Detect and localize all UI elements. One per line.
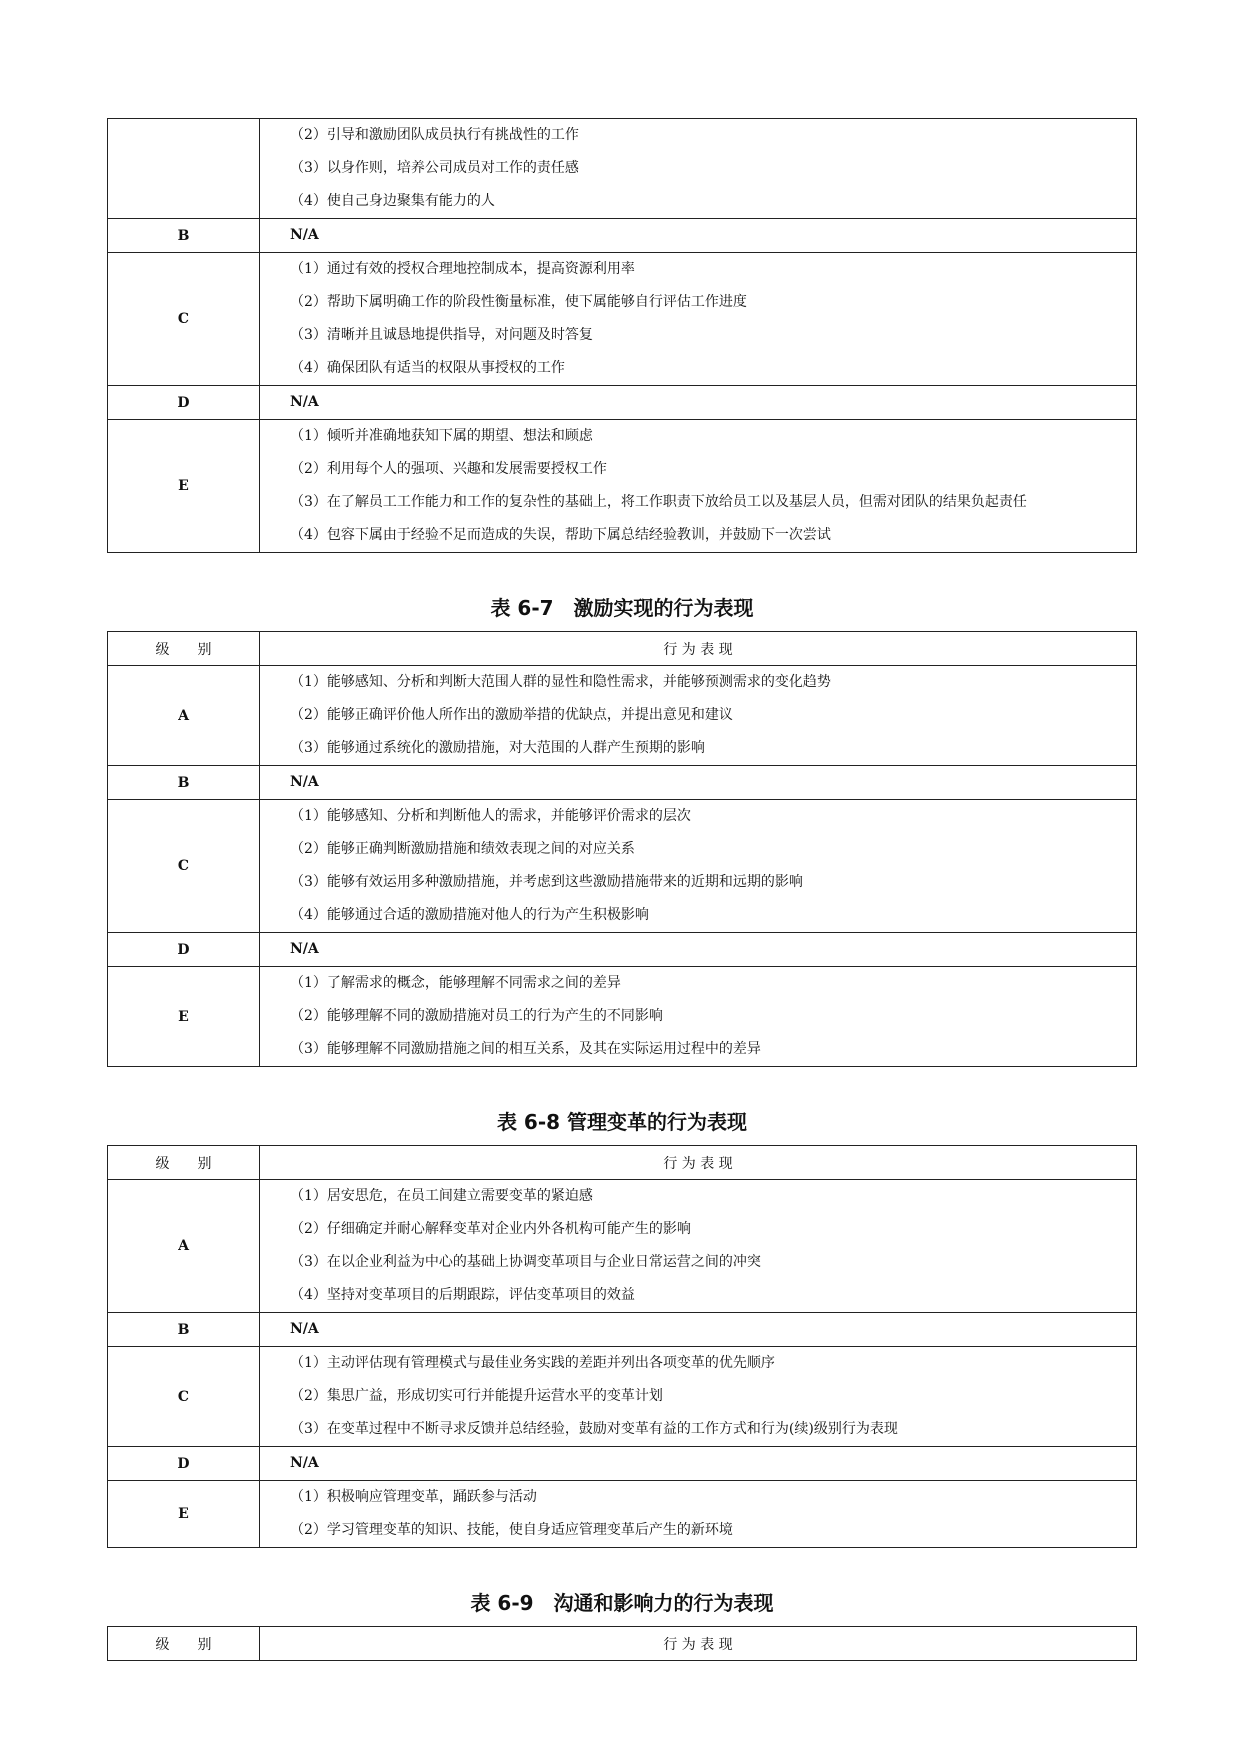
behavior-item: （2）帮助下属明确工作的阶段性衡量标准，使下属能够自行评估工作进度 <box>290 294 747 310</box>
level-cell: D <box>108 1447 260 1481</box>
behavior-item: （3）在了解员工工作能力和工作的复杂性的基础上，将工作职责下放给员工以及基层人员，但需对团队的结果负起责任 <box>290 494 1027 510</box>
behavior-item: （4）使自己身边聚集有能力的人 <box>290 193 495 209</box>
behavior-item: （3）以身作则，培养公司成员对工作的责任感 <box>290 160 579 176</box>
table-row <box>108 1347 1137 1447</box>
behavior-item: （2）引导和激励团队成员执行有挑战性的工作 <box>290 127 579 143</box>
table-row <box>108 1180 1137 1313</box>
level-cell: E <box>108 1481 260 1548</box>
behavior-item: （4）包容下属由于经验不足而造成的失误，帮助下属总结经验教训，并鼓励下一次尝试 <box>290 527 831 543</box>
not-applicable-text: N/A <box>290 227 319 243</box>
behavior-cell <box>260 253 1137 386</box>
behavior-cell <box>260 386 1137 420</box>
level-cell: D <box>108 933 260 967</box>
level-cell: B <box>108 219 260 253</box>
behavior-item: （1）能够感知、分析和判断大范围人群的显性和隐性需求，并能够预测需求的变化趋势 <box>290 674 831 690</box>
table-6-9 <box>107 1626 1137 1661</box>
table-header-row <box>108 1627 1137 1661</box>
table-row <box>108 933 1137 967</box>
table-6-7 <box>107 631 1137 1067</box>
behavior-item: （4）能够通过合适的激励措施对他人的行为产生积极影响 <box>290 907 649 923</box>
behavior-item: （1）倾听并准确地获知下属的期望、想法和顾虑 <box>290 428 593 444</box>
behavior-item: （4）确保团队有适当的权限从事授权的工作 <box>290 360 565 376</box>
table-row <box>108 420 1137 553</box>
behavior-item: （3）在以企业利益为中心的基础上协调变革项目与企业日常运营之间的冲突 <box>290 1254 761 1270</box>
behavior-item: （2）能够理解不同的激励措施对员工的行为产生的不同影响 <box>290 1008 663 1024</box>
table-row <box>108 1481 1137 1548</box>
table-row <box>108 766 1137 800</box>
table-row <box>108 1447 1137 1481</box>
table-6-9-caption: 表 6-9 沟通和影响力的行为表现 <box>470 1591 774 1615</box>
table-6-7-caption: 表 6-7 激励实现的行为表现 <box>490 596 754 620</box>
not-applicable-text: N/A <box>290 1321 319 1337</box>
behavior-item: （3）在变革过程中不断寻求反馈并总结经验，鼓励对变革有益的工作方式和行为(续)级别行为表现 <box>290 1421 898 1437</box>
behavior-cell <box>260 933 1137 967</box>
table-row <box>108 253 1137 386</box>
behavior-item: （1）积极响应管理变革，踊跃参与活动 <box>290 1489 537 1505</box>
behavior-cell <box>260 420 1137 553</box>
table-header-row <box>108 1146 1137 1180</box>
behavior-item: （2）集思广益，形成切实可行并能提升运营水平的变革计划 <box>290 1388 663 1404</box>
level-cell: C <box>108 1347 260 1447</box>
behavior-column-header: 行 为 表 现 <box>260 1146 1137 1180</box>
table-6-8-caption: 表 6-8 管理变革的行为表现 <box>496 1110 748 1134</box>
continued-behavior-table <box>107 118 1137 553</box>
behavior-column-header: 行 为 表 现 <box>260 1627 1137 1661</box>
behavior-item: （1）通过有效的授权合理地控制成本，提高资源利用率 <box>290 261 635 277</box>
behavior-cell <box>260 1180 1137 1313</box>
behavior-item: （3）能够通过系统化的激励措施，对大范围的人群产生预期的影响 <box>290 740 705 756</box>
behavior-item: （2）仔细确定并耐心解释变革对企业内外各机构可能产生的影响 <box>290 1221 691 1237</box>
behavior-item: （2）学习管理变革的知识、技能，使自身适应管理变革后产生的新环境 <box>290 1522 733 1538</box>
table-header-row <box>108 632 1137 666</box>
behavior-cell <box>260 1347 1137 1447</box>
behavior-item: （1）了解需求的概念，能够理解不同需求之间的差异 <box>290 975 621 991</box>
not-applicable-text: N/A <box>290 774 319 790</box>
level-cell: A <box>108 666 260 766</box>
level-cell: B <box>108 1313 260 1347</box>
behavior-item: （2）能够正确判断激励措施和绩效表现之间的对应关系 <box>290 841 635 857</box>
table-row <box>108 967 1137 1067</box>
behavior-item: （3）能够理解不同激励措施之间的相互关系，及其在实际运用过程中的差异 <box>290 1041 761 1057</box>
behavior-item: （4）坚持对变革项目的后期跟踪，评估变革项目的效益 <box>290 1287 635 1303</box>
level-cell: C <box>108 800 260 933</box>
table-row <box>108 1313 1137 1347</box>
table-row <box>108 119 1137 219</box>
behavior-cell <box>260 219 1137 253</box>
level-cell: E <box>108 420 260 553</box>
table-row <box>108 800 1137 933</box>
table-row <box>108 386 1137 420</box>
behavior-cell <box>260 967 1137 1067</box>
level-column-header: 级 别 <box>108 632 260 666</box>
behavior-item: （1）主动评估现有管理模式与最佳业务实践的差距并列出各项变革的优先顺序 <box>290 1355 775 1371</box>
behavior-cell <box>260 1481 1137 1548</box>
behavior-cell <box>260 800 1137 933</box>
behavior-cell <box>260 1447 1137 1481</box>
level-cell: B <box>108 766 260 800</box>
document-page <box>107 118 1137 1661</box>
behavior-item: （2）能够正确评价他人所作出的激励举措的优缺点，并提出意见和建议 <box>290 707 733 723</box>
behavior-cell <box>260 766 1137 800</box>
behavior-item: （3）能够有效运用多种激励措施，并考虑到这些激励措施带来的近期和远期的影响 <box>290 874 803 890</box>
level-cell <box>108 119 260 219</box>
not-applicable-text: N/A <box>290 1455 319 1471</box>
level-cell: D <box>108 386 260 420</box>
level-column-header: 级 别 <box>108 1146 260 1180</box>
level-cell: E <box>108 967 260 1067</box>
not-applicable-text: N/A <box>290 941 319 957</box>
behavior-item: （1）居安思危，在员工间建立需要变革的紧迫感 <box>290 1188 593 1204</box>
behavior-column-header: 行 为 表 现 <box>260 632 1137 666</box>
behavior-cell <box>260 1313 1137 1347</box>
table-row <box>108 666 1137 766</box>
behavior-item: （1）能够感知、分析和判断他人的需求，并能够评价需求的层次 <box>290 808 691 824</box>
behavior-item: （3）清晰并且诚恳地提供指导，对问题及时答复 <box>290 327 593 343</box>
behavior-item: （2）利用每个人的强项、兴趣和发展需要授权工作 <box>290 461 607 477</box>
behavior-cell <box>260 119 1137 219</box>
table-6-8 <box>107 1145 1137 1548</box>
table-row <box>108 219 1137 253</box>
level-cell: C <box>108 253 260 386</box>
level-column-header: 级 别 <box>108 1627 260 1661</box>
behavior-cell <box>260 666 1137 766</box>
not-applicable-text: N/A <box>290 394 319 410</box>
level-cell: A <box>108 1180 260 1313</box>
